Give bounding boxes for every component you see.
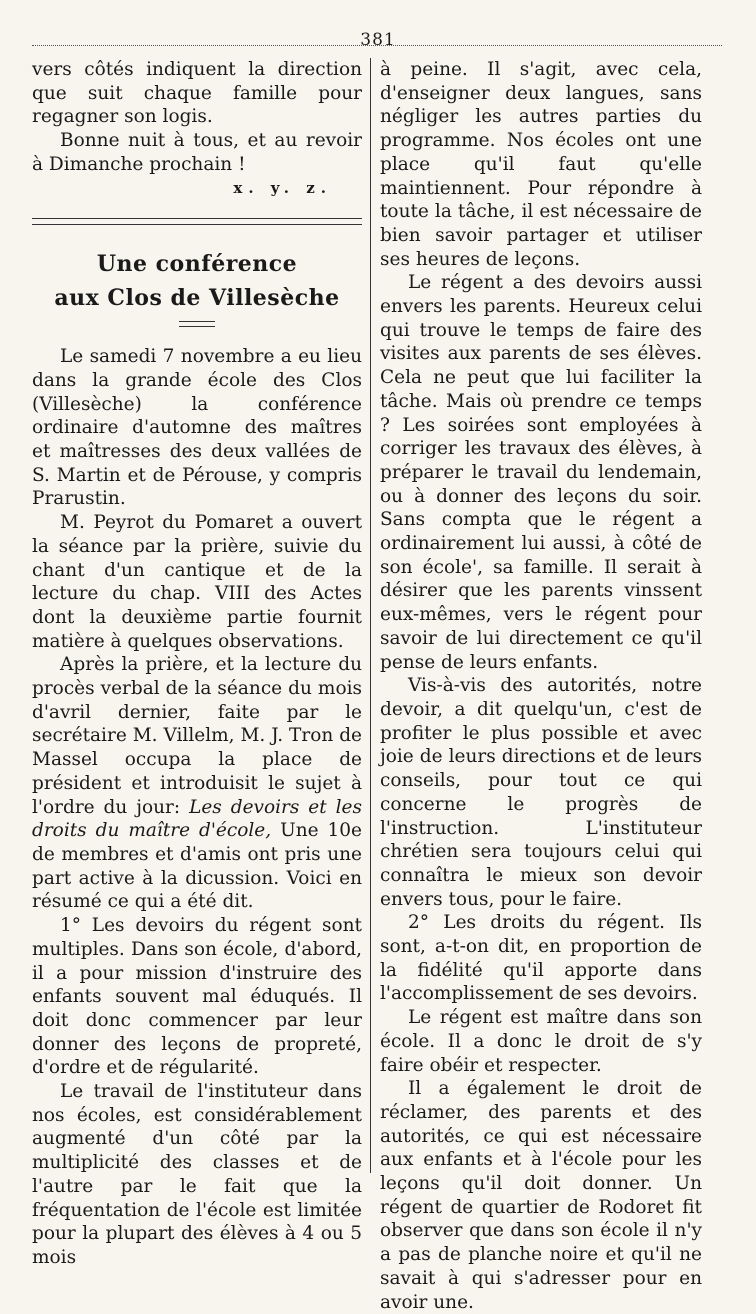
article-paragraph: Le samedi 7 novembre a eu lieu dans la grande école des Clos (Villesèche) la conférence ordinaire d'automne des maîtres et maîtresses des deux vallées de S. Martin et de Pérouse, y compris Prarustin. xyxy=(32,346,362,510)
section-divider xyxy=(32,218,362,225)
article-paragraph: 2° Les droits du régent. Ils sont, a-t-on dit, en proportion de la fidélité qu'il apporte dans l'accomplissement de ses devoirs. xyxy=(380,912,702,1005)
signature: x. y. z. xyxy=(233,178,332,197)
intro-paragraph: vers côtés indiquent la direction que suit chaque famille pour regagner son logis. xyxy=(32,59,362,128)
article-title-line-2: aux Clos de Villesèche xyxy=(54,285,340,312)
article-paragraph: Le régent a des devoirs aussi envers les parents. Heureux celui qui trouve le temps de faire des visites aux parents de ses élèves. Cela ne peut que lui faciliter la tâche. Mais où prendre ce temps ? Les soirées sont employées à corriger les travaux des élèves, à préparer le travail du lendemain, ou à donner des leçons du soir. Sans compta que le régent a ordinairement lui aussi, à côté de son école', sa famille. Il serait à désirer que les parents vinssent eux-mêmes, vers le régent pour savoir de lui directement ce qu'il pense de leurs enfants. xyxy=(380,272,702,673)
article-paragraph: Il a également le droit de réclamer, des parents et des autorités, ce qui est nécessaire aux enfants et à l'école pour les leçons qu'il doit donner. Un régent de quartier de Rodoret fit observer que dans son école il n'y a pas de planche noire et qu'il ne savait à qui s'adresser pour en avoir une. xyxy=(380,1078,702,1313)
closing-salutation: Bonne nuit à tous, et au revoir à Dimanche prochain ! xyxy=(32,130,362,175)
column-divider xyxy=(370,58,371,1173)
text-run: Après la prière, et la lecture du procès verbal de la séance du mois d'avril dernier, faite par le secrétaire M. Villelm, M. J. Tron de Massel occupa la place de président et introduisit le sujet à l'ordre du jour: xyxy=(32,654,362,818)
left-column xyxy=(32,58,362,1270)
article-paragraph: Vis-à-vis des autorités, notre devoir, a dit quelqu'un, c'est de profiter le plus possible et avec joie de leurs directions et de leurs conseils, pour tout ce qui concerne le progrès de l'instruction. L'instituteur chrétien sera toujours celui qui connaîtra le mieux son devoir envers tous, pour le faire. xyxy=(380,675,702,910)
title-ornament xyxy=(179,321,215,327)
article-paragraph: M. Peyrot du Pomaret a ouvert la séance par la prière, suivie du chant d'un cantique et de la lecture du chap. VIII des Actes dont la deuxième partie fournit matière à quelques observations. xyxy=(32,512,362,652)
text-run: Une 10e de membres et d'amis ont pris une part active à la dicussion. Voici en résumé ce qui a été dit. xyxy=(32,820,362,913)
header-rule xyxy=(32,45,722,46)
article-paragraph: à peine. Il s'agit, avec cela, d'enseigner deux langues, sans négliger les autres parties du programme. Nos écoles ont une place qu'il faut qu'elle maintiennent. Pour répondre à toute la tâche, il est nécessaire de bien savoir partager et utiliser ses heures de leçons. xyxy=(380,59,702,270)
article-paragraph: 1° Les devoirs du régent sont multiples. Dans son école, d'abord, il a pour mission d'instruire des enfants souvent mal éduqués. Il doit donc commencer par leur donner des leçons de propreté, d'ordre et de régularité. xyxy=(32,915,362,1079)
article-paragraph: Le régent est maître dans son école. Il a donc le droit de s'y faire obéir et respecter. xyxy=(380,1007,702,1076)
topic-italic: Les devoirs et les droits du maître d'école, xyxy=(32,796,362,842)
article-paragraph xyxy=(32,653,362,914)
article-paragraph: Le travail de l'instituteur dans nos écoles, est considérablement augmenté d'un côté par la multiplicité des classes et de l'autre par le fait que la fréquentation de l'école est limitée pour la plupart des élèves à 4 ou 5 mois xyxy=(32,1081,362,1268)
page-number: 381 xyxy=(360,30,396,50)
right-column xyxy=(380,58,702,1314)
article-title-line-1: Une conférence xyxy=(96,251,298,278)
